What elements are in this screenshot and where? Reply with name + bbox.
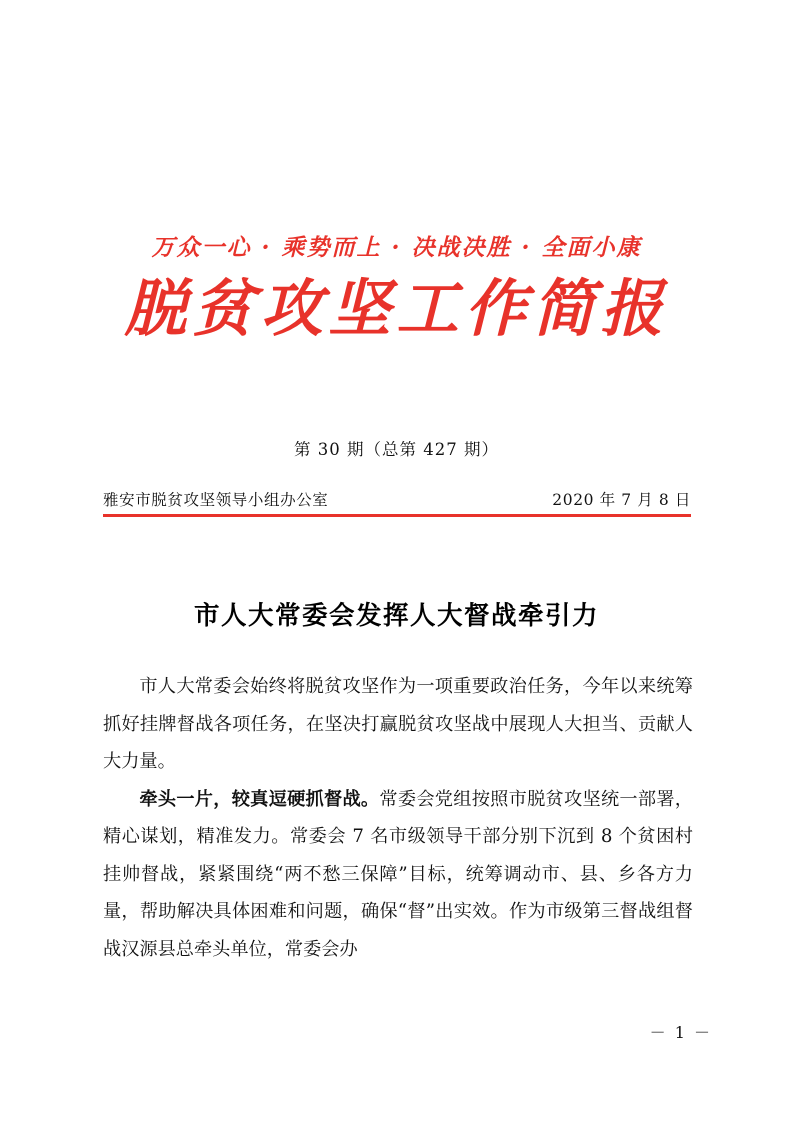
masthead — [0, 236, 793, 344]
article-paragraph-1: 市人大常委会始终将脱贫攻坚作为一项重要政治任务，今年以来统筹抓好挂牌督战各项任务，在坚决打赢脱贫攻坚战中展现人大担当、贡献人大力量。 — [103, 676, 693, 772]
masthead-slogan: 万众一心 · 乘势而上 · 决战决胜 · 全面小康 — [151, 234, 642, 261]
masthead-title: 脱贫攻坚工作简报 — [124, 272, 669, 345]
issue-date: 2020 年 7 月 8 日 — [552, 491, 691, 509]
red-divider-rule — [103, 514, 691, 517]
page-number: － 1 － — [649, 1023, 712, 1042]
issuing-organization: 雅安市脱贫攻坚领导小组办公室 — [103, 491, 329, 509]
issue-number: 第 30 期（总第 427 期） — [294, 440, 499, 459]
article-title: 市人大常委会发挥人大督战牵引力 — [193, 601, 599, 631]
article-paragraph-2-rest: 常委会党组按照市脱贫攻坚统一部署，精心谋划，精准发力。常委会 7 名市级领导干部分别下沉到 8 个贫困村挂帅督战，紧紧围绕“两不愁三保障”目标，统筹调动市、县、乡各方力量，帮助解决具体困难和问题，确保“督”出实效。作为市级第三督战组督战汉源县总牵头单位，常委会办 — [103, 788, 693, 960]
article-body — [103, 668, 693, 968]
article-paragraph-2 — [103, 781, 693, 969]
masthead-meta-row — [103, 488, 691, 510]
article-paragraph-2-lead: 牵头一片，较真逗硬抓督战。 — [139, 788, 380, 810]
